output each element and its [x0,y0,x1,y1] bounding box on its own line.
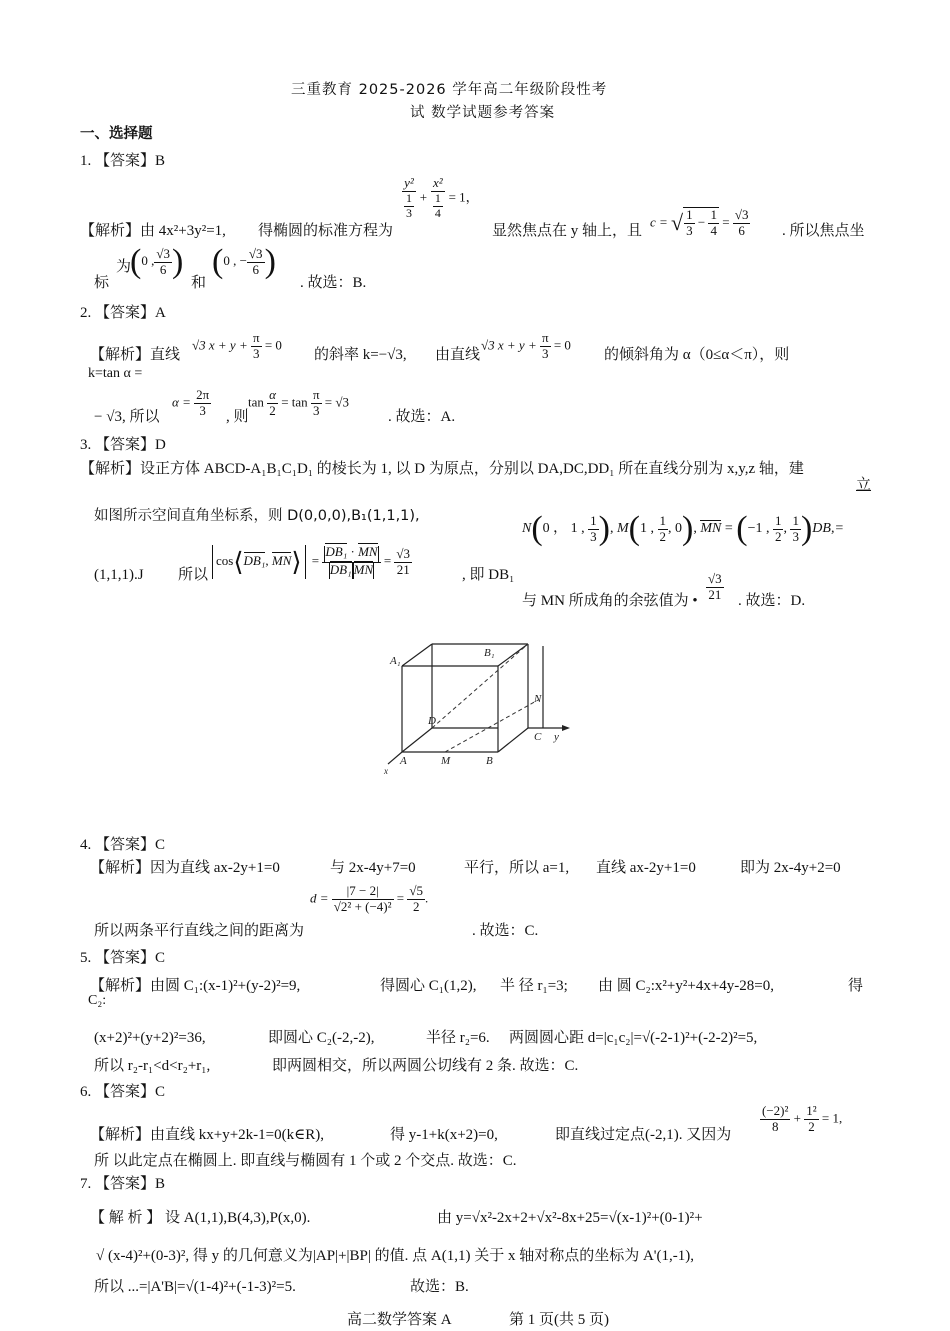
q1-solution-a: 【解析】由 4x²+3y²=1, [80,223,226,239]
q3-solution-e: , 即 DB₁ [462,567,515,583]
q5-solution-i: 两圆圆心距 d=|c₁c₂|=√(-2-1)²+(-2-2)²=5, [509,1030,758,1046]
label-b1: B₁ [484,647,495,659]
q3-solution-b: 如图所示空间直角坐标系，则 D(0,0,0),B₁(1,1,1), [94,508,420,524]
q2-solution-h: . 故选：A. [388,409,456,425]
q1-solution-d: . 所以焦点坐 [782,223,865,239]
q5-solution-b: 得圆心 C₁(1,2), [380,978,477,994]
q6-ellipse-check: $\frac{\text{(−2)²}}{8}$ + $\frac{\text{1²}}{2}$ = 1, [762,1103,843,1134]
page-title-line1: 三重教育 2025-2026 学年高二年级阶段性考 [291,82,608,98]
q5-solution-e: 得 [848,978,864,994]
q4-solution-d: 直线 ax-2y+1=0 [596,860,696,876]
q1-focus-point2: (0 , − $\frac{√3}{6}$ ) [212,243,276,280]
label-b: B [486,755,493,767]
q1-ellipse-equation: y² 1 3 + x² 1 4 = 1， [402,176,479,221]
q2-tan-equation: tan $\frac{\alpha}{2}$ = tan $\frac{\pi}{3}$ = √3 [248,387,349,418]
q2-line-equation-2: √3 x + y + $\frac{\pi}{3}$ = 0 [481,330,571,361]
q5-solution-e2: C₂: [88,993,107,1008]
q1-solution-f: 为 [116,259,132,275]
q3-answer: 3. 【答案】D [80,437,166,453]
label-d: D [428,715,436,727]
q3-solution-c: (1,1,1).J [94,567,144,583]
q3-solution-a: 【解析】设正方体 ABCD-A₁B₁C₁D₁ 的棱长为 1, 以 D 为原点，分别以 DA,DC,DD₁ 所在直线分别为 x,y,z 轴，建 [80,461,804,477]
label-c: C [534,731,542,743]
q2-solution-c: 由直线 [435,347,481,363]
q1-solution-e: 标 [94,275,110,291]
q1-solution-b: 得椭圆的标准方程为 [258,223,394,239]
q3-points-nm: N(0 ， 1 , $\frac{1}{3}$ ), M(1 , $\frac{1}{2}$ , 0), MN = (−1 , $\frac{1}{2}$ , $\frac{1}{3}$ )DB,= [522,510,844,547]
q7-solution-a: 【 解 析 】 设 A(1,1),B(4,3),P(x,0). [90,1210,311,1226]
q5-solution-a: 【解析】由圆 C₁:(x-1)²+(y-2)²=9, [90,978,301,994]
q6-solution-c: 即直线过定点(-2,1). 又因为 [555,1127,732,1143]
q2-line-equation: √3 x + y + $\frac{\pi}{3}$ = 0 [192,330,282,361]
q1-solution-c: 显然焦点在 y 轴上，且 [492,223,643,239]
q7-solution-d: 所以 ...=|A'B|=√(1-4)²+(-1-3)²=5. [94,1279,296,1295]
label-a: A [400,755,407,767]
q4-solution-b: 与 2x-4y+7=0 [330,860,416,876]
mn-segment [445,700,538,752]
cube-figure [380,640,580,780]
y-axis-arrow [562,725,570,731]
q2-solution-a: 【解析】直线 [90,347,181,363]
q7-answer: 7. 【答案】B [80,1176,166,1192]
q3-solution-d: 所以 [178,567,209,583]
q3-solution-g: . 故选：D. [738,593,806,609]
q1-solution-h: . 故选：B. [300,275,367,291]
label-a1: A₁ [390,655,401,667]
q7-solution-b: 由 y=√x²-2x+2+√x²-8x+25=√(x-1)²+(0-1)²+ [437,1210,703,1226]
q2-alpha-value: α = $\frac{2\pi}{3}$ [172,387,210,418]
q4-answer: 4. 【答案】C [80,837,166,853]
label-m: M [441,755,451,767]
q4-solution-e: 即为 2x-4y+2=0 [740,860,841,876]
label-x: x [384,766,388,776]
label-n: N [534,693,542,705]
cube-edge [498,728,528,752]
q7-solution-e: 故选：B. [410,1279,469,1295]
q3-solution-f: 与 MN 所成角的余弦值为 • [522,593,698,609]
q5-solution-c: 半 径 r₁=3; [500,978,568,994]
q5-solution-f: (x+2)²+(y+2)²=36, [94,1030,206,1046]
q4-solution-g: . 故选：C. [472,923,539,939]
q4-solution-c: 平行，所以 a=1, [464,860,570,876]
q1-answer: 1. 【答案】B [80,153,166,169]
section-heading: 一、选择题 [80,126,153,142]
q5-solution-g: 即圆心 C₂(-2,-2), [268,1030,375,1046]
q3-cosine-value: $\frac{√3}{21}$ [708,571,722,602]
q1-solution-g: 和 [191,275,207,291]
q5-solution-d: 由 圆 C₂:x²+y²+4x+4y-28=0, [598,978,774,994]
q2-solution-b: 的斜率 k=−√3, [314,347,407,363]
q3-solution-a2: 立 [856,477,872,493]
q2-solution-g: , 则 [226,409,249,425]
q2-solution-e: k=tan α = [88,366,143,381]
page-title-line2: 试 数学试题参考答案 [410,105,556,121]
q4-solution-f: 所以两条平行直线之间的距离为 [94,923,305,939]
q6-solution-a: 【解析】由直线 kx+y+2k-1=0(k∈R), [90,1127,324,1143]
q2-answer: 2. 【答案】A [80,305,166,321]
q1-c-value: c = √ $\frac{1}{3}$ − $\frac{1}{4}$ = $\frac{√3}{6}$ [650,207,749,238]
footer-page-number: 第 1 页(共 5 页) [509,1312,609,1328]
q4-solution-a: 【解析】因为直线 ax-2y+1=0 [90,860,280,876]
q4-distance-formula: d = $\frac{|7 - 2|}{\text{√2² + (−4)²}}$ = $\frac{√5}{2}$ . [310,883,429,914]
q5-solution-h: 半径 r₂=6. [426,1030,490,1046]
db1-diagonal [432,644,528,728]
cube-edge [402,728,432,752]
q2-solution-f: − √3, 所以 [94,409,160,425]
q1-focus-point1: (0 , $\frac{√3}{6}$ ) [130,243,184,280]
q2-solution-d: 的倾斜角为 α（0≤α＜π），则 [604,347,790,363]
footer-left: 高二数学答案 A [347,1312,452,1328]
q5-solution-j: 所以 r₂-r₁<d<r₂+r₁, [94,1058,211,1074]
q5-answer: 5. 【答案】C [80,950,166,966]
cube-edge [402,644,432,666]
q6-solution-d: 所 以此定点在椭圆上. 即直线与椭圆有 1 个或 2 个交点. 故选：C. [94,1153,517,1169]
q6-answer: 6. 【答案】C [80,1084,166,1100]
label-y: y [554,731,559,743]
q7-solution-c: √ (x-4)²+(0-3)², 得 y 的几何意义为|AP|+|BP| 的值. 点 A(1,1) 关于 x 轴对称点的坐标为 A'(1,-1), [96,1248,694,1264]
q3-cosine-formula: cos⟨DB₁, MN⟩ = $\frac{\text{DB₁ · MN}}{\text{DB₁ MN}}$ = $\frac{√3}{21}$ [209,545,412,579]
q6-solution-b: 得 y-1+k(x+2)=0, [390,1127,498,1143]
q5-solution-k: 即两圆相交，所以两圆公切线有 2 条. 故选：C. [272,1058,579,1074]
